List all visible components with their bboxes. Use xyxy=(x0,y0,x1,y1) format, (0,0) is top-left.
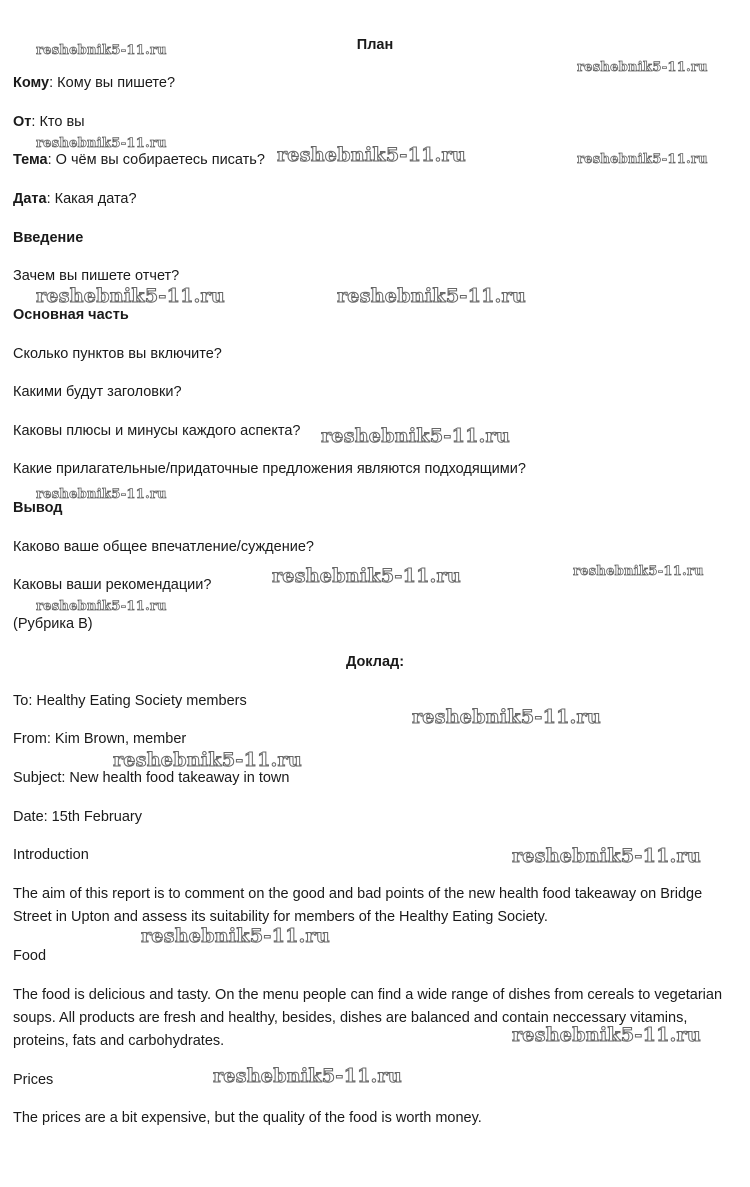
plan-date xyxy=(13,189,137,209)
main-question-2: Какими будут заголовки? xyxy=(13,384,182,400)
report-subject: Subject: New health food takeaway in town xyxy=(13,770,290,786)
main-question-4: Какие прилагательные/придаточные предложения являются подходящими? xyxy=(13,461,526,477)
intro-question: Зачем вы пишете отчет? xyxy=(13,268,180,284)
rubric-note: (Рубрика B) xyxy=(13,616,93,632)
watermark: reshebnik5-11.ru xyxy=(412,706,601,728)
watermark: reshebnik5-11.ru xyxy=(577,60,708,75)
subject-text: : О чём вы собираетесь писать? xyxy=(47,152,265,168)
watermark: reshebnik5-11.ru xyxy=(36,285,225,307)
watermark: reshebnik5-11.ru xyxy=(213,1065,402,1087)
watermark: reshebnik5-11.ru xyxy=(512,845,701,867)
to-text: : Кому вы пишете? xyxy=(49,75,176,91)
watermark: reshebnik5-11.ru xyxy=(321,425,510,447)
watermark: reshebnik5-11.ru xyxy=(36,136,167,151)
plan-from xyxy=(13,112,85,132)
report-date: Date: 15th February xyxy=(13,809,142,825)
report-prices-heading: Prices xyxy=(13,1072,54,1088)
report-food-heading: Food xyxy=(13,948,47,964)
intro-heading: Введение xyxy=(13,230,84,246)
watermark: reshebnik5-11.ru xyxy=(277,144,466,166)
watermark: reshebnik5-11.ru xyxy=(577,152,708,167)
watermark: reshebnik5-11.ru xyxy=(272,565,461,587)
report-to: To: Healthy Eating Society members xyxy=(13,693,247,709)
date-text: : Какая дата? xyxy=(46,191,137,207)
report-intro-heading: Introduction xyxy=(13,847,89,863)
report-prices-text: The prices are a bit expensive, but the quality of the food is worth money. xyxy=(13,1110,482,1126)
watermark: reshebnik5-11.ru xyxy=(512,1024,701,1046)
watermark: reshebnik5-11.ru xyxy=(113,749,302,771)
date-label: Дата xyxy=(13,191,47,207)
conclusion-heading: Вывод xyxy=(13,500,63,516)
watermark: reshebnik5-11.ru xyxy=(36,599,167,614)
report-title: Доклад: xyxy=(345,654,405,670)
main-heading: Основная часть xyxy=(13,307,129,323)
subject-label: Тема xyxy=(13,152,48,168)
report-food-text: The food is delicious and tasty. On the menu people can find a wide range of dishes from cereals to vegetarian soups. All products are fresh and healthy, besides, dishes are balanced and contain neccessary vitamins, proteins, fats and carbohydrates. xyxy=(13,987,723,1049)
conclusion-question-1: Каково ваше общее впечатление/суждение? xyxy=(13,539,314,555)
plan-to xyxy=(13,73,175,93)
report-from: From: Kim Brown, member xyxy=(13,731,187,747)
plan-subject xyxy=(13,150,265,170)
plan-title: План xyxy=(356,37,394,53)
to-label: Кому xyxy=(13,75,50,91)
watermark: reshebnik5-11.ru xyxy=(337,285,526,307)
report-intro-text: The aim of this report is to comment on the good and bad points of the new health food takeaway on Bridge Street in Upton and assess its suitability for members of the Healthy Eating Society. xyxy=(13,886,703,925)
conclusion-question-2: Каковы ваши рекомендации? xyxy=(13,577,212,593)
watermark: reshebnik5-11.ru xyxy=(36,487,167,502)
watermark: reshebnik5-11.ru xyxy=(141,925,330,947)
watermark: reshebnik5-11.ru xyxy=(36,43,167,58)
watermark: reshebnik5-11.ru xyxy=(573,564,704,579)
main-question-1: Сколько пунктов вы включите? xyxy=(13,346,222,362)
from-label: От xyxy=(13,114,32,130)
main-question-3: Каковы плюсы и минусы каждого аспекта? xyxy=(13,423,301,439)
from-text: : Кто вы xyxy=(31,114,85,130)
